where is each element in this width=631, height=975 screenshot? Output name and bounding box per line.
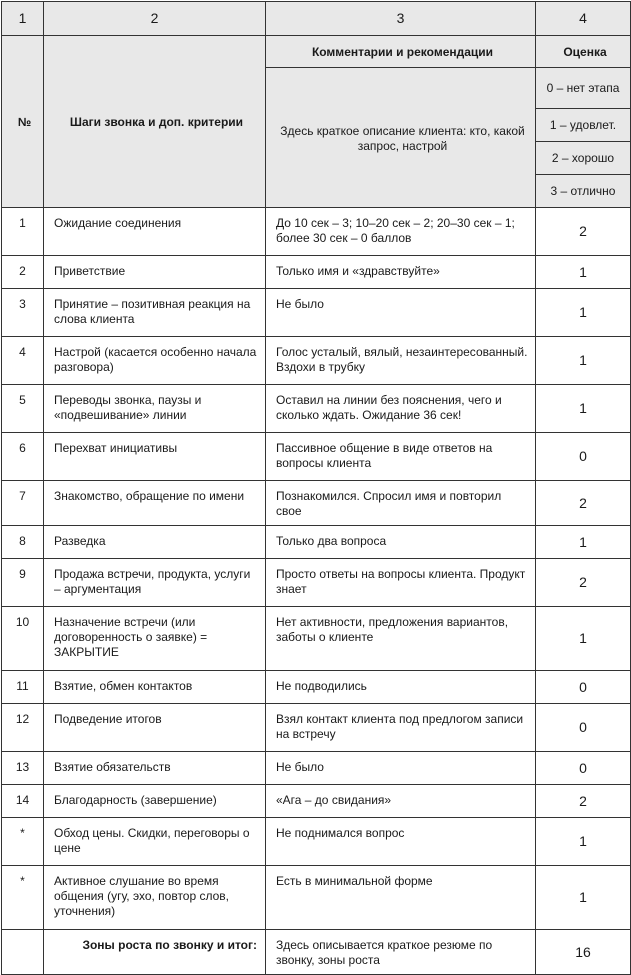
row-grade: 0 — [536, 671, 631, 704]
summary-total: 16 — [536, 930, 631, 975]
summary-empty-cell — [2, 930, 44, 975]
grade-option-0: 0 – нет этапа — [536, 68, 631, 109]
table-row — [2, 337, 631, 385]
row-step: Настрой (касается особенно начала разговора) — [44, 337, 266, 385]
row-step: Перехват инициативы — [44, 433, 266, 481]
column-number-2: 2 — [44, 2, 266, 36]
column-number-4: 4 — [536, 2, 631, 36]
column-number-row — [2, 2, 631, 36]
header-num: № — [2, 36, 44, 208]
row-grade: 1 — [536, 607, 631, 671]
table-row — [2, 866, 631, 930]
row-number: 7 — [2, 481, 44, 526]
grade-option-1: 1 – удовлет. — [536, 109, 631, 142]
row-step: Переводы звонка, паузы и «подвешивание» линии — [44, 385, 266, 433]
header-comments: Комментарии и рекомендации — [266, 36, 536, 68]
row-grade: 1 — [536, 866, 631, 930]
header-steps: Шаги звонка и доп. критерии — [44, 36, 266, 208]
row-number: * — [2, 866, 44, 930]
row-comment: Просто ответы на вопросы клиента. Продукт знает — [266, 559, 536, 607]
row-number: 3 — [2, 289, 44, 337]
row-comment: Только два вопроса — [266, 526, 536, 559]
row-step: Взятие, обмен контактов — [44, 671, 266, 704]
table-row — [2, 433, 631, 481]
call-evaluation-table — [1, 1, 631, 975]
row-grade: 0 — [536, 433, 631, 481]
row-step: Разведка — [44, 526, 266, 559]
row-comment: Не было — [266, 289, 536, 337]
row-number: 5 — [2, 385, 44, 433]
row-step: Взятие обязательств — [44, 752, 266, 785]
table-row — [2, 526, 631, 559]
grade-option-3: 3 – отлично — [536, 175, 631, 208]
row-number: 8 — [2, 526, 44, 559]
row-grade: 1 — [536, 289, 631, 337]
table-row — [2, 256, 631, 289]
row-grade: 2 — [536, 785, 631, 818]
row-step: Благодарность (завершение) — [44, 785, 266, 818]
row-step: Продажа встречи, продукта, услуги – аргументация — [44, 559, 266, 607]
column-number-1: 1 — [2, 2, 44, 36]
table-row — [2, 818, 631, 866]
row-comment: Есть в минимальной форме — [266, 866, 536, 930]
client-description: Здесь краткое описание клиента: кто, какой запрос, настрой — [266, 68, 536, 208]
row-comment: Познакомился. Спросил имя и повторил свое — [266, 481, 536, 526]
row-comment: Голос усталый, вялый, незаинтересованный. Вздохи в трубку — [266, 337, 536, 385]
table-row — [2, 289, 631, 337]
row-number: 13 — [2, 752, 44, 785]
row-step: Ожидание соединения — [44, 208, 266, 256]
row-grade: 1 — [536, 256, 631, 289]
row-grade: 0 — [536, 704, 631, 752]
table-row — [2, 704, 631, 752]
row-grade: 1 — [536, 385, 631, 433]
row-step: Назначение встречи (или договоренность о заявке) = ЗАКРЫТИЕ — [44, 607, 266, 671]
row-comment: Не поднимался вопрос — [266, 818, 536, 866]
table-row — [2, 385, 631, 433]
header-grade: Оценка — [536, 36, 631, 68]
row-number: 11 — [2, 671, 44, 704]
row-grade: 1 — [536, 337, 631, 385]
row-grade: 1 — [536, 526, 631, 559]
table-row — [2, 785, 631, 818]
row-grade: 0 — [536, 752, 631, 785]
table-row — [2, 607, 631, 671]
row-comment: Оставил на линии без пояснения, чего и сколько ждать. Ожидание 36 сек! — [266, 385, 536, 433]
table-row — [2, 752, 631, 785]
table-row — [2, 481, 631, 526]
row-number: 2 — [2, 256, 44, 289]
row-comment: Нет активности, предложения вариантов, заботы о клиенте — [266, 607, 536, 671]
row-number: 6 — [2, 433, 44, 481]
column-number-3: 3 — [266, 2, 536, 36]
row-number: 1 — [2, 208, 44, 256]
row-number: 12 — [2, 704, 44, 752]
row-number: 4 — [2, 337, 44, 385]
row-comment: Только имя и «здравствуйте» — [266, 256, 536, 289]
table-row — [2, 208, 631, 256]
row-grade: 2 — [536, 559, 631, 607]
row-grade: 2 — [536, 208, 631, 256]
summary-row — [2, 930, 631, 975]
table-row — [2, 559, 631, 607]
row-comment: «Ага – до свидания» — [266, 785, 536, 818]
row-step: Знакомство, обращение по имени — [44, 481, 266, 526]
summary-comment: Здесь описывается краткое резюме по звонку, зоны роста — [266, 930, 536, 975]
header-row-1 — [2, 36, 631, 68]
row-comment: Взял контакт клиента под предлогом записи на встречу — [266, 704, 536, 752]
row-comment: Не было — [266, 752, 536, 785]
row-number: 10 — [2, 607, 44, 671]
row-number: * — [2, 818, 44, 866]
row-step: Приветствие — [44, 256, 266, 289]
row-step: Принятие – позитивная реакция на слова клиента — [44, 289, 266, 337]
row-comment: До 10 сек – 3; 10–20 сек – 2; 20–30 сек – 1; более 30 сек – 0 баллов — [266, 208, 536, 256]
row-step: Подведение итогов — [44, 704, 266, 752]
table-row — [2, 671, 631, 704]
row-grade: 2 — [536, 481, 631, 526]
summary-label: Зоны роста по звонку и итог: — [44, 930, 266, 975]
row-grade: 1 — [536, 818, 631, 866]
row-step: Активное слушание во время общения (угу, эхо, повтор слов, уточнения) — [44, 866, 266, 930]
row-number: 9 — [2, 559, 44, 607]
row-comment: Пассивное общение в виде ответов на вопросы клиента — [266, 433, 536, 481]
row-number: 14 — [2, 785, 44, 818]
row-step: Обход цены. Скидки, переговоры о цене — [44, 818, 266, 866]
row-comment: Не подводились — [266, 671, 536, 704]
grade-option-2: 2 – хорошо — [536, 142, 631, 175]
